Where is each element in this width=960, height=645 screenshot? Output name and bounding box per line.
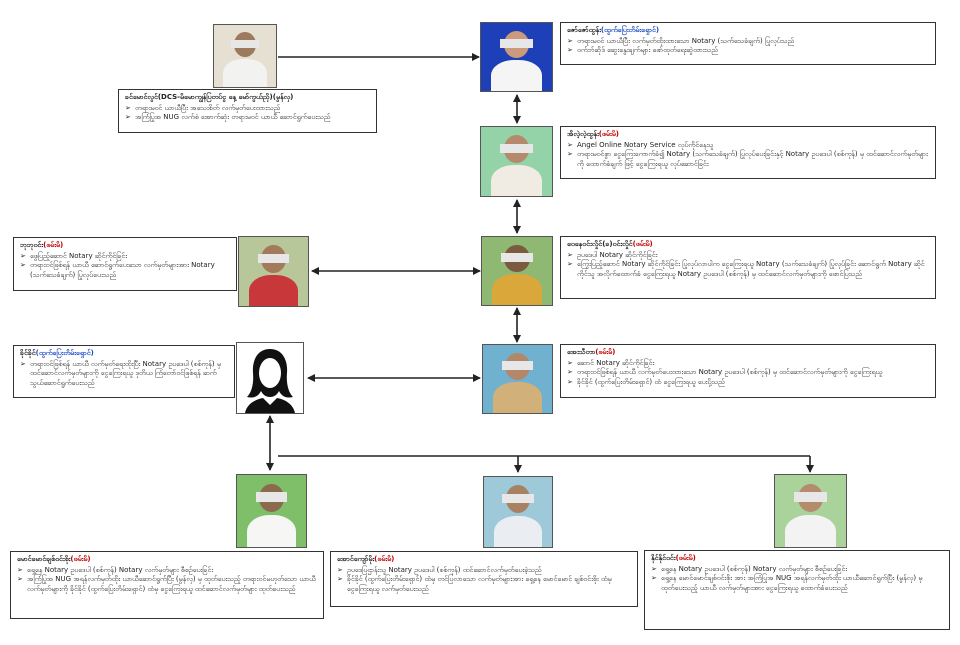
line-n2-0: ➢ တရားမဝင် ယာယီပြီး လက်မှတ်ထိုးထားသော Notary (သက်သေခံချက်) ပြုလုပ်သည် xyxy=(567,37,929,47)
line-n8-0: ➢ ရှေ့နေ Notary ဥပဒေပါ (စစ်ကုန်) Notary လက်မှတ်များ စီစဉ်ပေးခြင်း xyxy=(17,566,317,576)
info-box-n9 xyxy=(330,551,638,607)
line-n4-1: ➢ ကြွေးပြည့်ဆောင် Notary ဆိုင်ကိုင်ခြင်း ပြုလုပ်လာပါက ငွေကြေးရယူ Notary (သက်သေခံချက်) ပြုလုပ်ခြင်း ဆောင်ရွက် Notary ဆိုင်ကိုင်သူ အလိုက်ထောက်ခံ ငွေကြေးရယူ Notary ဥပဒေပါ (စစ်ကုန်) မှ ထင်ဆောင်လက်မှတ်များကို ဖောင်ပြသည် xyxy=(567,260,929,279)
line-n4-0: ➢ ဥပဒေပါ Notary ဆိုင်ကိုင်ခြင်း xyxy=(567,251,929,261)
line-n2-1: ➢ ဝက်ဘ်ဆိုဒ် ဆွေးနွေးချက်များ ဖော်ထုတ်ရေးဆွဲထားသည် xyxy=(567,46,929,56)
info-box-n8 xyxy=(10,551,324,619)
info-box-n5 xyxy=(13,237,237,291)
photo-n2 xyxy=(480,22,553,92)
title-n7: အေးသီတာ(ဖမ်းမိ) xyxy=(567,348,616,356)
title-n2: ဇော်ဇော်ထွန်း(ထွက်ပြေးတိမ်းရှောင်) xyxy=(567,26,660,34)
photo-n4 xyxy=(481,236,553,306)
line-n9-1: ➢ ခိုင်ခိုင် (ထွက်ပြေးတိမ်းရှောင်) ထံမှ တင်ပြလာသော လက်မှတ်များအား ရှေ့နေ မောင်မောင် ချစ်ဝင်းစိုး ထံမှ ငွေကြေးရယူ လက်မှတ်ပေးသည် xyxy=(337,575,631,594)
title-n5: ဘုဘုဝင်း(ဖမ်းမိ) xyxy=(20,241,64,249)
info-box-n1 xyxy=(118,89,377,133)
line-n7-0: ➢ ဆောင် Notary ဆိုင်ကိုင်ခြင်း xyxy=(567,359,929,369)
line-n1-1: ➢ အကြံပြုအ NUG လက်စဲ အောက်ဆုံး တရားမဝင် ယာယီ ဆောင်ရွက်ပေးသည် xyxy=(125,113,370,123)
photo-n6-silhouette xyxy=(236,342,304,414)
line-n9-0: ➢ ဥပဒေပြဌာန်းသူ Notary ဥပဒေပါ (စစ်ကုန်) ထင်ဆောင်လက်မှတ်ပေးခဲ့သည် xyxy=(337,566,631,576)
line-n8-1: ➢ အကြံပြုအ NUG အရန်လက်မှတ်ထိုး ယာယီဆောင်ရွက်ပြီး (မွန်လှ) မှ ထုတ်ပေးသည့် တရားဝင်မဟုတ်သော ယာယီ လက်မှတ်များကို ခိုင်ခိုင် (ထွက်ပြေးတိမ်းရှောင်) ထံမှ ငွေကြေးရယူ ထင်ဆောင်လက်မှတ်များ ထုတ်ပေးသည် xyxy=(17,575,317,594)
line-n10-1: ➢ ရှေ့နေ မောင်မောင်ချစ်ဝင်းစိုး အား အကြံပြုအ NUG အရန်လက်မှတ်ထိုး ယာယီဆောင်ရွက်ပြီး (မွန်လှ) မှ ထုတ်ပေးသည့် ယာယီ လက်မှတ်များအား ငွေကြေးရယူ ထောက်ခံပေးသည် xyxy=(651,574,943,593)
photo-n3 xyxy=(480,126,553,197)
info-box-n2 xyxy=(560,22,936,65)
title-n3: အိလဲ့လဲ့ထွန်း(ဖမ်းမိ) xyxy=(567,130,619,138)
photo-n8 xyxy=(236,474,307,548)
line-n3-0: ➢ Angel Online Notary Service လုပ်ကိုင်နေသူ xyxy=(567,141,929,151)
title-n1: ခင်မောင်လွင်(DCS-မိမောကျွန်ပြတပ်ငွ နေ့ မော်ကွယ်ညှိ)(မွန်လှ) xyxy=(125,93,294,101)
title-n8: မောင်မောင်ချစ်ဝင်းစိုး(ဖမ်းမိ) xyxy=(17,555,91,563)
info-box-n4 xyxy=(560,236,936,299)
photo-n5 xyxy=(238,236,309,307)
line-n7-2: ➢ ခိုင်ခိုင် (ထွက်ပြေးတိမ်းရှောင်) ထံ ငွေကြေးရယူ ပေးပို့သည် xyxy=(567,378,929,388)
info-box-n7 xyxy=(560,344,936,398)
photo-n1 xyxy=(213,24,277,88)
line-n10-0: ➢ ရှေ့နေ Notary ဥပဒေပါ (စစ်ကုန်) Notary လက်မှတ်များ စီစဉ်ပေးခြင်း xyxy=(651,565,943,575)
info-box-n3 xyxy=(560,126,936,179)
title-n9: အောင်ကျော်မိုး(ဖမ်းမိ) xyxy=(337,555,395,563)
title-n6: ခိုင်ခိုင်(ထွက်ပြေးတိမ်းရှောင်) xyxy=(20,349,94,357)
title-n4: ဝေနေဝင်းလှိုင်(ခ)ဝင်းလှိုင်(ဖမ်းမိ) xyxy=(567,240,653,248)
info-box-n10 xyxy=(644,550,950,630)
info-box-n6 xyxy=(13,345,235,398)
line-n7-1: ➢ တရားဝင်ဖြစ်ရန် ယာယီ လက်မှတ်ပေးထားသော Notary ဥပဒေပါ (စစ်ကုန်) မှ ထင်ဆောင်လက်မှတ်များကို ငွေကြေးရယူ xyxy=(567,368,929,378)
line-n6-0: ➢ တရားဝင်ဖြစ်ရန် ယာယီ လက်မှတ်ရေးထိုးပြီး Notary ဥပဒေပါ (စစ်ကုန်) မှ ထင်ဆောင်လက်မှတ်များကို ငွေကြေးရယူ ဒုတိယ ကြံတော်ဝင်ဖြစ်ရန် ဆက်သွယ်ဆောင်ရွက်ပေးသည် xyxy=(20,360,228,389)
line-n5-1: ➢ တရားဝင်ဖြစ်ရန် ယာယီ ဆောင်ရွက်ပေးသော လက်မှတ်များအား Notary (သက်သေခံချက်) ပြုလုပ်ပေးသည် xyxy=(20,261,230,280)
person-silhouette-icon xyxy=(237,343,303,413)
line-n3-1: ➢ တရားမဝင်စွာ ငွေကြေးကောက်ခံ၍ Notary (သက်သေခံချက်) ပြုလုပ်ပေးခြင်းနှင့် Notary ဥပဒေပါ (စစ်ကုန်) မှ ထင်ဆောင်လက်မှတ်များကို ထောက်ခံချက် ဖြင့် ငွေကြေးရယူ လုပ်ဆောင်ခြင်း xyxy=(567,150,929,169)
title-n10: နိုင်နိုင်ဝင်း(ဖမ်းမိ) xyxy=(651,554,696,562)
line-n5-0: ➢ ဖွေပြည့်ဆောင် Notary ဆိုင်ကိုင်ခြင်း xyxy=(20,252,230,262)
photo-n7 xyxy=(482,344,553,414)
line-n1-0: ➢ တရားမဝင် ယာယီပြီး အသေးစိတ် လက်မှတ်ပေးထားသည် xyxy=(125,104,370,114)
photo-n9 xyxy=(483,476,553,548)
photo-n10 xyxy=(774,474,847,548)
